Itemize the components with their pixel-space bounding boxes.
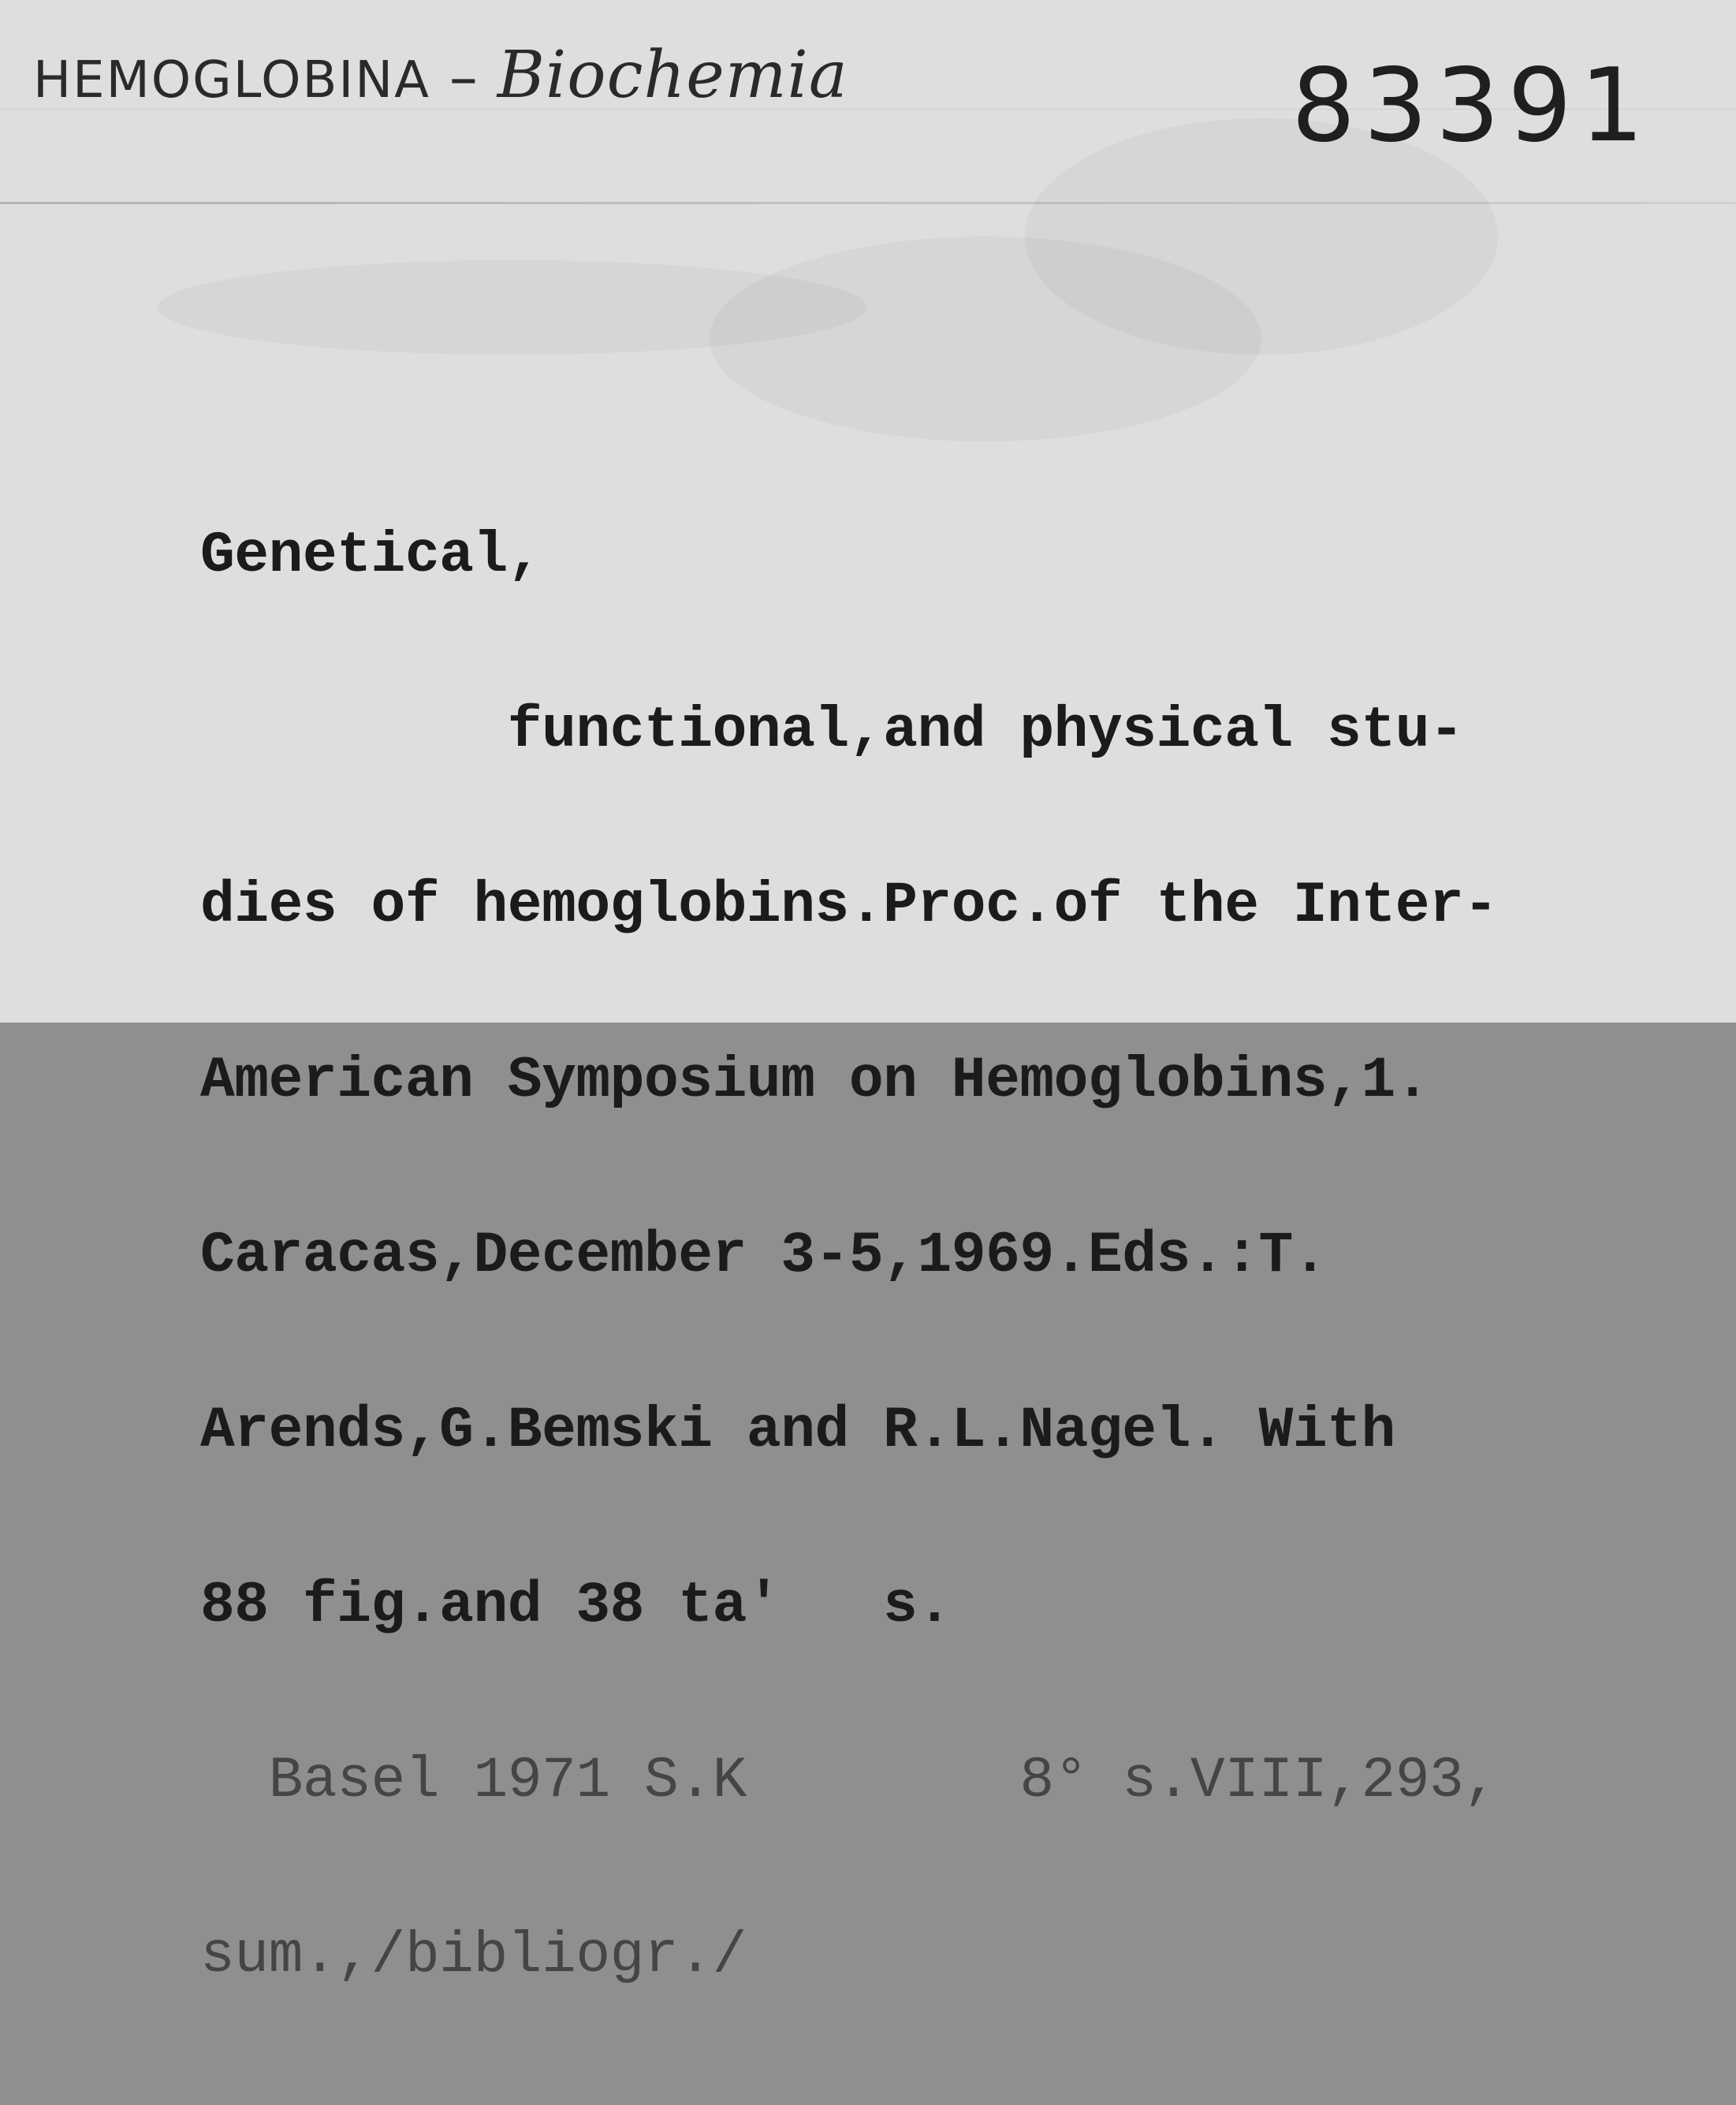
entry-line: American Symposium on Hemoglobins,1. [200, 1048, 1430, 1113]
entry-line: functional,and physical stu- [200, 698, 1464, 763]
subject-sub: Biochemia [497, 38, 848, 113]
entry-line: Basel 1971 S.K 8° s.VIII,293, [200, 1748, 1498, 1813]
subject-heading [33, 38, 848, 113]
entry-line: Arends,G.Bemski and R.L.Nagel. With [200, 1398, 1395, 1463]
catalog-number: 83391 [1291, 47, 1652, 165]
paper-stain [158, 260, 867, 355]
card-crease [0, 202, 1736, 204]
entry-line: dies of hemoglobins.Proc.of the Inter- [200, 873, 1498, 938]
entry-line: 88 fig.and 38 ta' s. [200, 1573, 952, 1638]
entry-line: sum.,/bibliogr./ [200, 1923, 747, 1988]
entry-line: Genetical, [200, 523, 542, 588]
subject-main: HEMOGLOBINA [33, 51, 430, 110]
bibliographic-entry [200, 410, 1498, 2102]
subject-separator: – [430, 44, 497, 110]
entry-line: Caracas,December 3-5,1969.Eds.:T. [200, 1223, 1328, 1288]
